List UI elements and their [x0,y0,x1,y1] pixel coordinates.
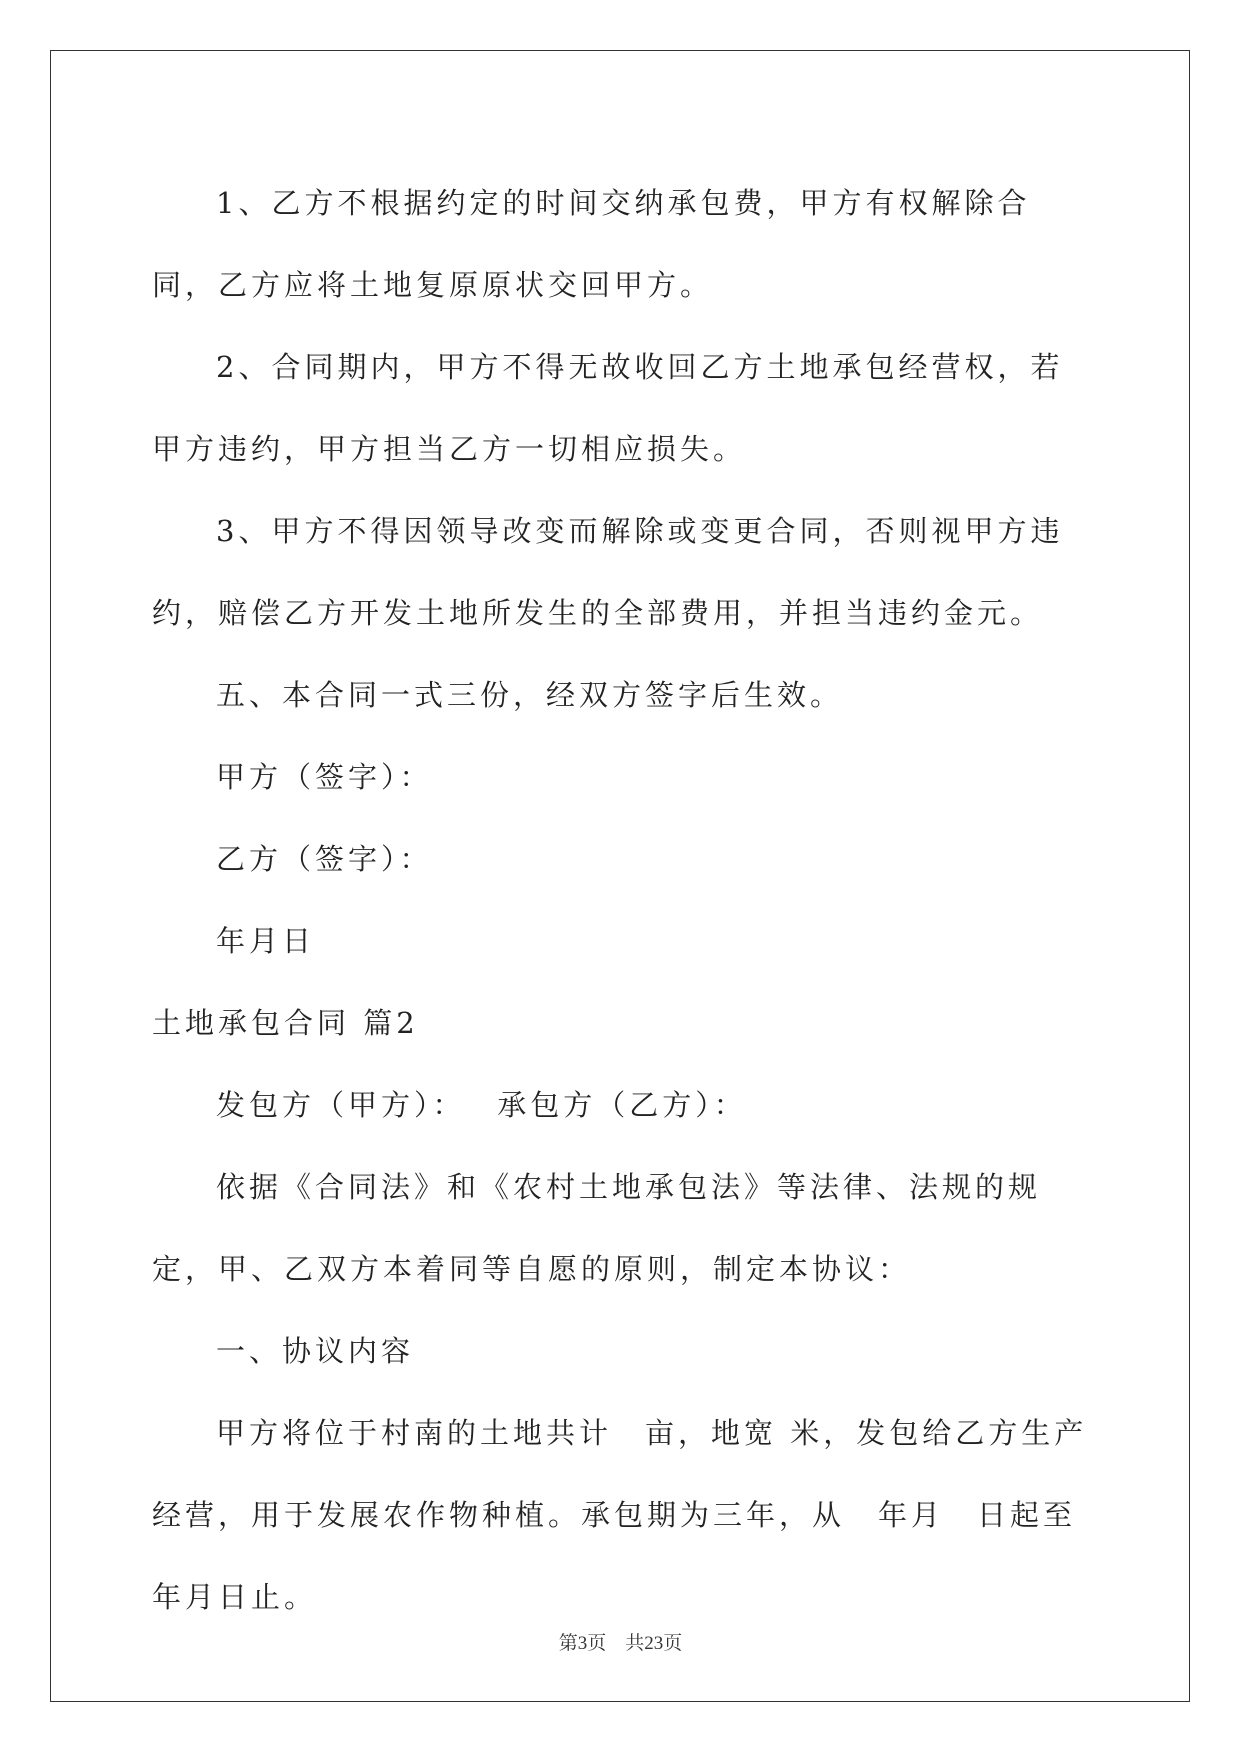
clause-2-paragraph: 2、合同期内，甲方不得无故收回乙方土地承包经营权，若甲方违约，甲方担当乙方一切相应损失。 [152,350,1064,466]
agreement-content-paragraph: 甲方将位于村南的土地共计 亩，地宽 米，发包给乙方生产经营，用于发展农作物种植。承包期为三年，从 年月 日起至年月日止。 [152,1416,1088,1614]
date-line: 年月日 [216,924,316,958]
party-b-signature-line: 乙方（签字）： [216,842,433,876]
contract-heading: 土地承包合同 篇2 [152,1006,419,1040]
section-five-paragraph: 五、本合同一式三份，经双方签字后生效。 [216,678,844,712]
clause-3-paragraph: 3、甲方不得因领导改变而解除或变更合同，否则视甲方违约，赔偿乙方开发土地所发生的全部费用，并担当违约金元。 [152,514,1064,630]
section-one-heading: 一、协议内容 [216,1334,415,1368]
page-number-footer: 第3页 共23页 [558,1633,683,1654]
preamble-paragraph: 依据《合同法》和《农村土地承包法》等法律、法规的规定，甲、乙双方本着同等自愿的原则，制定本协议： [152,1170,1042,1286]
party-a-signature-line: 甲方（签字）： [216,760,433,794]
document-body [152,162,1092,1638]
clause-1-paragraph: 1、乙方不根据约定的时间交纳承包费，甲方有权解除合同，乙方应将土地复原原状交回甲方。 [152,186,1031,302]
parties-line: 发包方（甲方）： 承包方（乙方）： [216,1088,747,1122]
